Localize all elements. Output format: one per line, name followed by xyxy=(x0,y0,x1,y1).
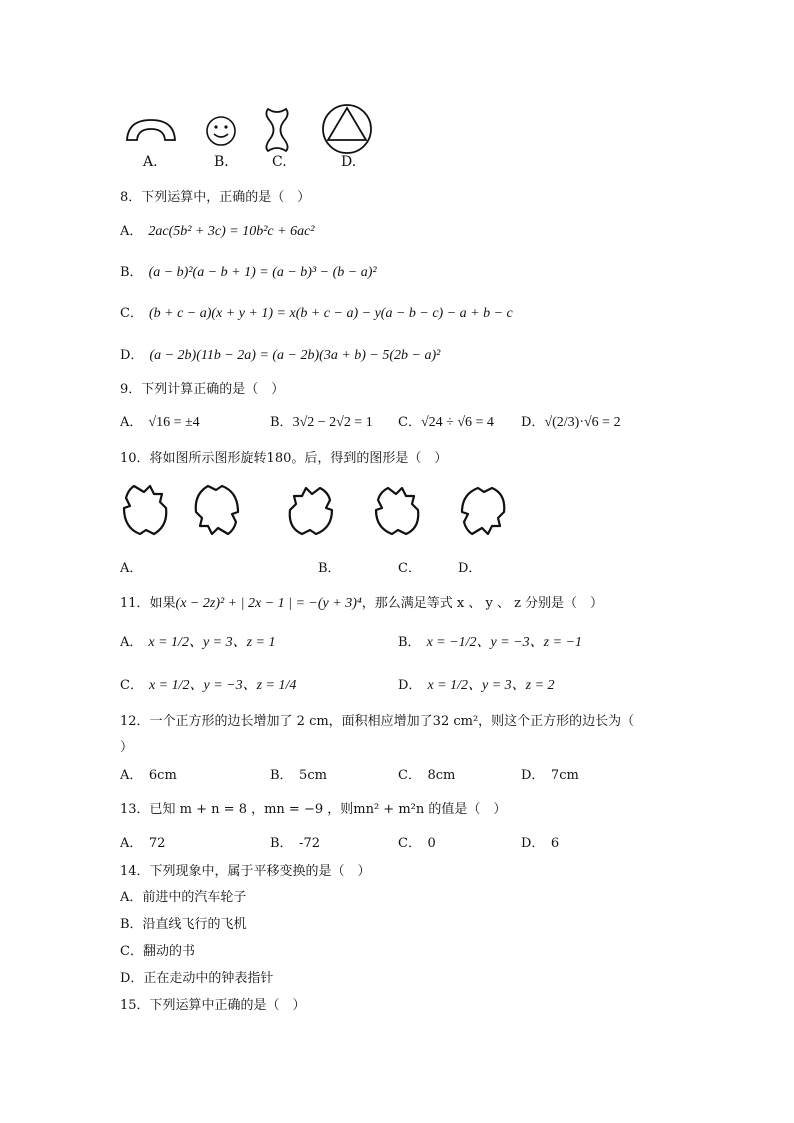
q13-option-b: B． -72 xyxy=(270,836,320,851)
q11-option-a xyxy=(120,631,276,651)
q10-option-d-label: D． xyxy=(458,561,482,576)
q8-option-d xyxy=(120,344,440,364)
q9-option-b xyxy=(270,411,373,431)
q10-option-a-leaf-figure xyxy=(192,482,242,538)
q11-option-b-expr: x = −1/2、y = −3、z = −1 xyxy=(426,635,583,650)
q12-stem-line2: ） xyxy=(120,740,134,755)
q7-figure-a-arch xyxy=(124,118,178,144)
q7-figure-c-figure-eight xyxy=(262,106,292,154)
q15-stem: 15．下列运算中正确的是（ ） xyxy=(120,998,306,1013)
q11-stem-suffix: ，那么满足等式 x 、 y 、 z 分别是（ ） xyxy=(361,596,604,611)
q13-stem: 13．已知 m + n = 8 ，mn = −9 ，则mn² + m²n 的值是（ ） xyxy=(120,802,507,817)
q14-stem: 14．下列现象中，属于平移变换的是（ ） xyxy=(120,864,371,879)
q8-option-d-label: D． xyxy=(120,348,144,363)
q8-option-c-label: C． xyxy=(120,306,143,321)
q14-option-b: B．沿直线飞行的飞机 xyxy=(120,917,247,932)
q11-stem-prefix: 11．如果 xyxy=(120,596,176,611)
q12-option-d: D． 7cm xyxy=(521,768,579,783)
q11-equation: (x − 2z)² + | 2x − 1 | = −(y + 3)⁴ xyxy=(175,596,362,611)
q7-label-a: A. xyxy=(143,154,158,170)
q8-option-b xyxy=(120,261,377,281)
q10-option-c-leaf-figure xyxy=(372,484,422,538)
q7-figure-d-circle-triangle xyxy=(320,102,374,156)
q11-stem xyxy=(120,592,603,612)
q9-option-a xyxy=(120,411,200,431)
q7-label-c: C. xyxy=(272,154,287,170)
q9-option-c-expr: √24 ÷ √6 = 4 xyxy=(420,415,494,430)
q9-option-a-label: A． xyxy=(120,415,143,430)
q10-stem: 10．将如图所示图形旋转180。后，得到的图形是（ ） xyxy=(120,451,448,466)
q8-option-a-label: A． xyxy=(120,224,143,239)
q10-option-d-leaf-figure xyxy=(458,484,508,538)
q13-option-a: A． 72 xyxy=(120,836,166,851)
q14-option-d: D．正在走动中的钟表指针 xyxy=(120,971,274,986)
q9-option-a-expr: √16 = ±4 xyxy=(148,415,200,430)
q10-option-a-label: A． xyxy=(120,561,143,576)
q11-option-d-label: D． xyxy=(398,678,422,693)
q11-option-b-label: B． xyxy=(398,635,421,650)
q12-option-b: B． 5cm xyxy=(270,768,327,783)
q10-original-leaf-figure xyxy=(120,482,170,538)
q9-option-c xyxy=(398,411,494,431)
q10-option-b-leaf-figure xyxy=(286,484,336,538)
q9-option-b-expr: 3√2 − 2√2 = 1 xyxy=(292,415,373,430)
q7-label-d: D. xyxy=(341,154,357,170)
q8-option-a-expr: 2ac(5b² + 3c) = 10b²c + 6ac² xyxy=(148,224,315,239)
q13-option-d: D． 6 xyxy=(521,836,560,851)
q13-option-c: C． 0 xyxy=(398,836,436,851)
q10-option-c-label: C． xyxy=(398,561,421,576)
q7-label-b: B. xyxy=(214,154,229,170)
q11-option-c xyxy=(120,674,296,694)
q14-option-a: A．前进中的汽车轮子 xyxy=(120,890,247,905)
q8-option-c-expr: (b + c − a)(x + y + 1) = x(b + c − a) − y(a − b − c) − a + b − c xyxy=(148,306,513,321)
q14-option-c: C．翻动的书 xyxy=(120,944,195,959)
q8-option-b-label: B． xyxy=(120,265,143,280)
q12-stem-line1: 12．一个正方形的边长增加了 2 cm，面积相应增加了32 cm²，则这个正方形的边长为（ xyxy=(120,714,635,729)
q10-option-b-label: B． xyxy=(318,561,341,576)
q12-option-a: A． 6cm xyxy=(120,768,177,783)
q8-stem: 8．下列运算中，正确的是（ ） xyxy=(120,190,311,205)
q11-option-b xyxy=(398,631,582,651)
q8-option-b-expr: (a − b)²(a − b + 1) = (a − b)³ − (b − a)² xyxy=(148,265,377,280)
q8-option-a xyxy=(120,220,315,240)
q12-option-c: C． 8cm xyxy=(398,768,456,783)
q9-option-d xyxy=(521,411,621,431)
q9-option-d-label: D． xyxy=(521,415,545,430)
q9-stem: 9．下列计算正确的是（ ） xyxy=(120,382,285,397)
q11-option-d xyxy=(398,674,555,694)
q11-option-d-expr: x = 1/2、y = 3、z = 2 xyxy=(427,678,555,693)
q7-figure-b-smiley xyxy=(204,114,238,148)
q8-option-d-expr: (a − 2b)(11b − 2a) = (a − 2b)(3a + b) − 5(2b − a)² xyxy=(149,348,441,363)
q8-option-c xyxy=(120,302,513,322)
q9-option-c-label: C． xyxy=(398,415,421,430)
q11-option-c-label: C． xyxy=(120,678,143,693)
q11-option-c-expr: x = 1/2、y = −3、z = 1/4 xyxy=(148,678,297,693)
q9-option-b-label: B． xyxy=(270,415,293,430)
q11-option-a-label: A． xyxy=(120,635,143,650)
q11-option-a-expr: x = 1/2、y = 3、z = 1 xyxy=(148,635,276,650)
q9-option-d-expr: √(2/3)·√6 = 2 xyxy=(544,415,621,430)
